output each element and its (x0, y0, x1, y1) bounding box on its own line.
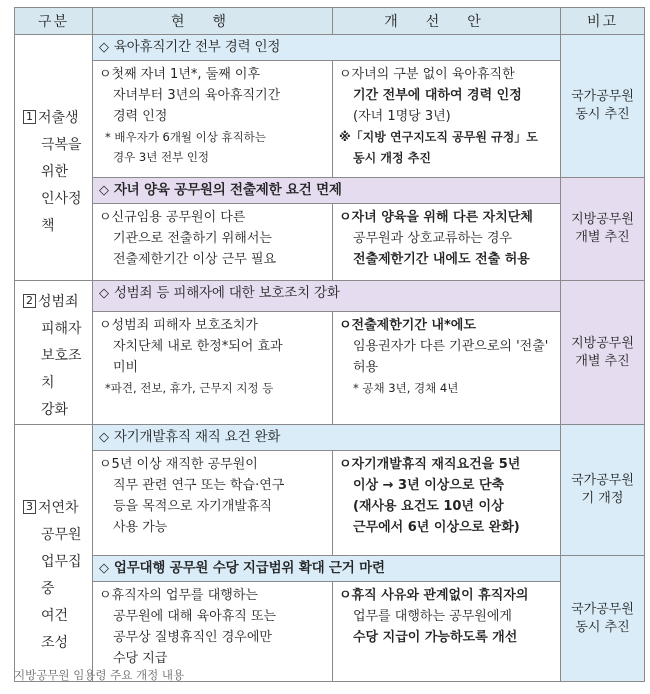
remark-cell: 국가공무원 동시 추진 (561, 556, 645, 682)
section-title-row (15, 35, 645, 61)
category-line: 피해자 (41, 321, 82, 337)
category-cell (15, 425, 93, 682)
category-cell (15, 281, 93, 425)
current-cell: ㅇ5년 이상 재직한 공무원이 직무 관련 연구 또는 학습·연구 등을 목적으로 자기개발휴직 사용 가능 (93, 451, 333, 556)
diamond-icon: ◇ (99, 286, 109, 301)
category-line: 여건 조성 (41, 608, 69, 651)
section-title-row (15, 178, 645, 204)
current-cell: ㅇ휴직자의 업무를 대행하는 공무원에 대해 육아휴직 또는 공무상 질병휴직인 경우에만 수당 지급 (93, 582, 333, 682)
current-cell: ㅇ첫째 자녀 1년*, 둘째 이후 자녀부터 3년의 육아휴직기간 경력 인정 * 배우자가 6개월 이상 휴직하는 경우 3년 전부 인정 (93, 61, 333, 178)
category-number: 2 (23, 294, 36, 308)
category-number: 1 (23, 110, 36, 124)
remark-cell: 국가공무원 기 개정 (561, 425, 645, 556)
section-title-row (15, 425, 645, 451)
section-title-row (15, 556, 645, 582)
diamond-icon: ◇ (99, 40, 109, 55)
header-improved: 개선안 (333, 8, 561, 35)
header-current: 현행 (93, 8, 333, 35)
section-body-row (15, 451, 645, 556)
section-body-row (15, 311, 645, 424)
improved-cell: ㅇ자녀 양육을 위해 다른 자치단체 공무원과 상호교류하는 경우 전출제한기간 내에도 전출 허용 (333, 204, 561, 281)
header-remark: 비고 (561, 8, 645, 35)
remark-cell: 지방공무원 개별 추진 (561, 178, 645, 281)
reform-table (14, 7, 645, 682)
section-title: ◇ 자녀 양육 공무원의 전출제한 요건 면제 (93, 178, 561, 204)
category-line: 위한 (41, 164, 69, 180)
section-title: ◇ 성범죄 등 피해자에 대한 보호조치 강화 (93, 281, 561, 312)
category-line: 업무집중 (41, 554, 82, 597)
diamond-icon: ◇ (99, 430, 109, 445)
current-cell: ㅇ신규임용 공무원이 다른 기관으로 전출하기 위해서는 전출제한기간 이상 근무 필요 (93, 204, 333, 281)
section-body-row (15, 61, 645, 178)
improved-cell: ㅇ휴직 사유와 관계없이 휴직자의 업무를 대행하는 공무원에게 수당 지급이 가능하도록 개선 (333, 582, 561, 682)
category-line: 2 성범죄 (23, 289, 86, 316)
header-category: 구분 (15, 8, 93, 35)
remark-cell: 국가공무원 동시 추진 (561, 35, 645, 178)
category-line: 1 저출생 (23, 105, 86, 132)
current-cell: ㅇ성범죄 피해자 보호조치가 자치단체 내로 한정*되어 효과 미비 *파견, 전보, 휴가, 근무지 지정 등 (93, 311, 333, 424)
section-body-row (15, 204, 645, 281)
section-title: ◇ 자기개발휴직 재직 요건 완화 (93, 425, 561, 451)
improved-cell: ㅇ전출제한기간 내*에도 임용권자가 다른 기관으로의 '전출' 허용 * 공채 3년, 경채 4년 (333, 311, 561, 424)
section-title: ◇ 업무대행 공무원 수당 지급범위 확대 근거 마련 (93, 556, 561, 582)
image-caption: 지방공무원 임용령 주요 개정 내용 (14, 668, 185, 682)
improved-cell: ㅇ자녀의 구분 없이 육아휴직한 기간 전부에 대하여 경력 인정 (자녀 1명당 3년) ※「지방 연구지도직 공무원 규정」도 동시 개정 추진 (333, 61, 561, 178)
category-line: 강화 (41, 402, 69, 418)
category-line: 보호조치 (41, 348, 82, 391)
table-header-row (15, 8, 645, 35)
category-line: 극복을 (41, 137, 82, 153)
diamond-icon: ◇ (99, 561, 109, 576)
section-title: ◇ 육아휴직기간 전부 경력 인정 (93, 35, 561, 61)
reform-table-wrapper (14, 7, 644, 682)
section-title-row (15, 281, 645, 312)
improved-cell: ㅇ자기개발휴직 재직요건을 5년 이상 → 3년 이상으로 단축 (재사용 요건도 10년 이상 근무에서 6년 이상으로 완화) (333, 451, 561, 556)
diamond-icon: ◇ (99, 183, 109, 198)
remark-cell: 지방공무원 개별 추진 (561, 281, 645, 425)
category-cell (15, 35, 93, 281)
category-line: 3 저연차 (23, 495, 86, 522)
category-line: 공무원 (41, 527, 82, 543)
category-line: 인사정책 (41, 191, 82, 234)
category-number: 3 (23, 500, 36, 514)
